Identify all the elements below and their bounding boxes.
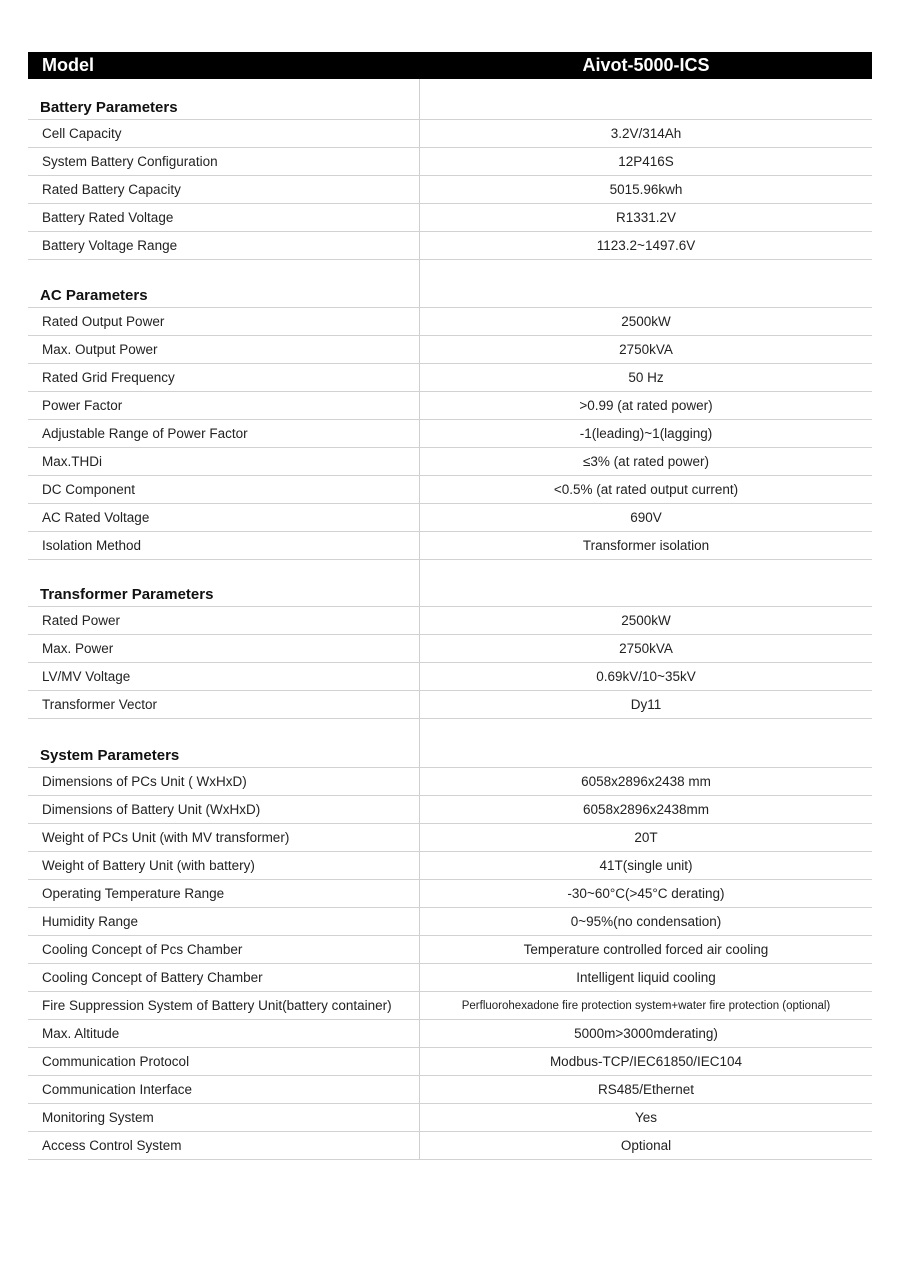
- param-value: R1331.2V: [615, 210, 677, 225]
- param-value: Optional: [620, 1138, 672, 1153]
- param-label: Rated Grid Frequency: [28, 364, 420, 391]
- table-row: [28, 606, 872, 634]
- table-row: [28, 823, 872, 851]
- param-value: 2500kW: [621, 314, 671, 329]
- param-label: LV/MV Voltage: [28, 663, 420, 690]
- table-row: [28, 147, 872, 175]
- param-label: Fire Suppression System of Battery Unit(battery container): [28, 992, 420, 1019]
- param-value: 690V: [630, 510, 662, 525]
- param-value: 6058x2896x2438 mm: [581, 774, 711, 789]
- spec-table: [28, 52, 872, 1160]
- table-row: [28, 879, 872, 907]
- param-label: Isolation Method: [28, 532, 420, 559]
- section-header-row: [28, 719, 872, 767]
- section-header-row: [28, 560, 872, 606]
- section-header-blank: [420, 719, 872, 767]
- param-label: AC Rated Voltage: [28, 504, 420, 531]
- param-label: System Battery Configuration: [28, 148, 420, 175]
- param-value: 2500kW: [621, 613, 671, 628]
- table-row: [28, 447, 872, 475]
- param-value: 0.69kV/10~35kV: [596, 669, 696, 684]
- param-value: Transformer isolation: [582, 538, 710, 553]
- table-row: [28, 119, 872, 147]
- param-label: Cell Capacity: [28, 120, 420, 147]
- param-label: Battery Rated Voltage: [28, 204, 420, 231]
- table-row: [28, 935, 872, 963]
- param-label: Rated Power: [28, 607, 420, 634]
- table-row: [28, 851, 872, 879]
- table-row: [28, 503, 872, 531]
- param-label: Max. Output Power: [28, 336, 420, 363]
- param-value: Dy11: [630, 697, 662, 712]
- param-label: Power Factor: [28, 392, 420, 419]
- table-row: [28, 1047, 872, 1075]
- param-label: Battery Voltage Range: [28, 232, 420, 259]
- table-row: [28, 203, 872, 231]
- table-row: [28, 307, 872, 335]
- table-row: [28, 419, 872, 447]
- param-label: Transformer Vector: [28, 691, 420, 718]
- table-row: [28, 991, 872, 1019]
- table-row: [28, 335, 872, 363]
- param-value: 6058x2896x2438mm: [582, 802, 710, 817]
- param-label: Operating Temperature Range: [28, 880, 420, 907]
- table-row: [28, 1131, 872, 1160]
- param-value: >0.99 (at rated power): [579, 398, 713, 413]
- table-row: [28, 175, 872, 203]
- param-value: Perfluorohexadone fire protection system+water fire protection (optional): [461, 999, 831, 1012]
- table-row: [28, 662, 872, 690]
- param-value: 41T(single unit): [599, 858, 693, 873]
- param-label: DC Component: [28, 476, 420, 503]
- section-header-row: [28, 79, 872, 119]
- param-value: 50 Hz: [628, 370, 664, 385]
- table-row: [28, 531, 872, 560]
- table-row: [28, 907, 872, 935]
- param-label: Dimensions of Battery Unit (WxHxD): [28, 796, 420, 823]
- table-row: [28, 690, 872, 719]
- param-value: Intelligent liquid cooling: [576, 970, 716, 985]
- model-label: Model: [42, 55, 94, 75]
- section-title: AC Parameters: [28, 260, 420, 307]
- model-header-row: [28, 52, 872, 79]
- param-value: 3.2V/314Ah: [610, 126, 682, 141]
- param-label: Rated Output Power: [28, 308, 420, 335]
- param-value: 0~95%(no condensation): [570, 914, 722, 929]
- param-label: Access Control System: [28, 1132, 420, 1159]
- table-row: [28, 634, 872, 662]
- param-value: 5000m>3000mderating): [574, 1026, 718, 1041]
- section-title: System Parameters: [28, 719, 420, 767]
- section-header-row: [28, 260, 872, 307]
- table-row: [28, 231, 872, 260]
- table-row: [28, 1019, 872, 1047]
- param-value: 20T: [634, 830, 658, 845]
- param-value: -30~60°C(>45°C derating): [567, 886, 725, 901]
- table-row: [28, 963, 872, 991]
- param-label: Rated Battery Capacity: [28, 176, 420, 203]
- section-header-blank: [420, 560, 872, 606]
- param-value: Modbus-TCP/IEC61850/IEC104: [549, 1054, 743, 1069]
- param-value: 12P416S: [618, 154, 674, 169]
- param-label: Monitoring System: [28, 1104, 420, 1131]
- param-label: Humidity Range: [28, 908, 420, 935]
- param-label: Weight of Battery Unit (with battery): [28, 852, 420, 879]
- table-row: [28, 475, 872, 503]
- param-label: Max.THDi: [28, 448, 420, 475]
- param-value: 2750kVA: [619, 641, 673, 656]
- table-row: [28, 1075, 872, 1103]
- param-label: Max. Power: [28, 635, 420, 662]
- param-label: Communication Protocol: [28, 1048, 420, 1075]
- param-value: 2750kVA: [619, 342, 673, 357]
- param-value: Yes: [634, 1110, 658, 1125]
- table-row: [28, 795, 872, 823]
- param-label: Weight of PCs Unit (with MV transformer): [28, 824, 420, 851]
- param-value: <0.5% (at rated output current): [553, 482, 739, 497]
- param-value: -1(leading)~1(lagging): [579, 426, 713, 441]
- param-label: Max. Altitude: [28, 1020, 420, 1047]
- param-value: Temperature controlled forced air cooling: [523, 942, 769, 957]
- section-title: Transformer Parameters: [28, 560, 420, 606]
- param-label: Cooling Concept of Battery Chamber: [28, 964, 420, 991]
- model-value: Aivot-5000-ICS: [582, 55, 710, 75]
- param-label: Communication Interface: [28, 1076, 420, 1103]
- spec-table-body: [28, 79, 872, 1160]
- section-header-blank: [420, 260, 872, 307]
- param-label: Adjustable Range of Power Factor: [28, 420, 420, 447]
- table-row: [28, 363, 872, 391]
- param-label: Cooling Concept of Pcs Chamber: [28, 936, 420, 963]
- param-value: ≤3% (at rated power): [583, 454, 709, 469]
- table-row: [28, 1103, 872, 1131]
- param-label: Dimensions of PCs Unit ( WxHxD): [28, 768, 420, 795]
- section-header-blank: [420, 79, 872, 119]
- param-value: 1123.2~1497.6V: [596, 238, 696, 253]
- table-row: [28, 391, 872, 419]
- table-row: [28, 767, 872, 795]
- section-title: Battery Parameters: [28, 79, 420, 119]
- param-value: 5015.96kwh: [609, 182, 683, 197]
- param-value: RS485/Ethernet: [597, 1082, 695, 1097]
